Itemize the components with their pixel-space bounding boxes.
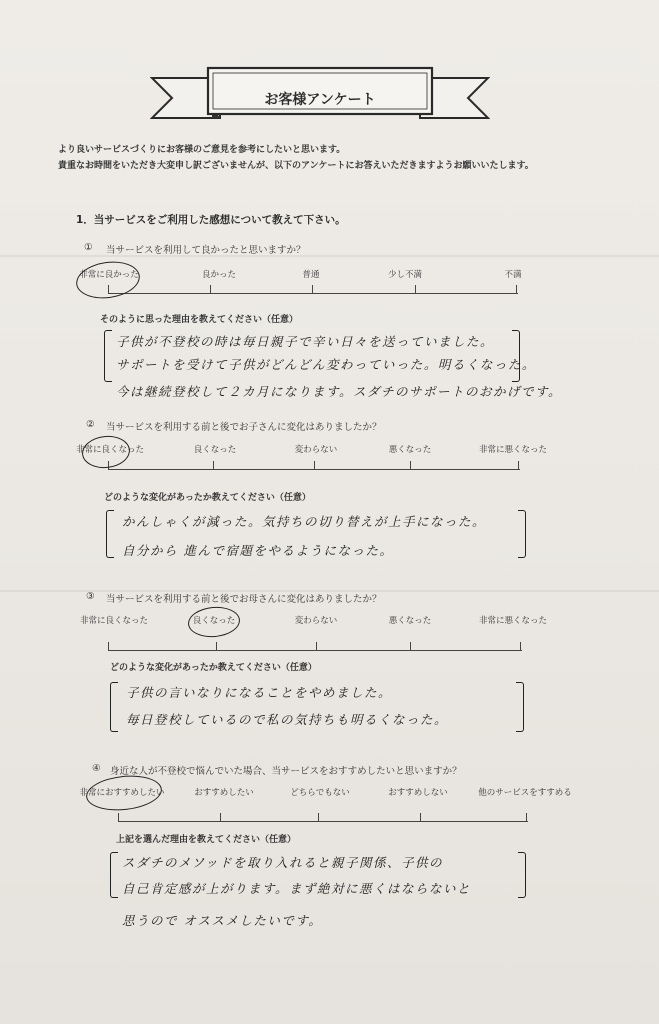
option-label: 良くなった — [193, 445, 237, 455]
bracket-right — [516, 682, 524, 732]
option-label: 他のサービスをすすめる — [478, 788, 572, 798]
option-label: 悪くなった — [388, 445, 432, 455]
handwritten-answer: 毎日登校しているので私の気持ちも明るくなった。 — [126, 712, 449, 727]
bracket-left — [110, 682, 118, 732]
option-label: 良かった — [201, 270, 237, 280]
handwritten-answer: 今は継続登校して２カ月になります。スダチのサポートのおかげです。 — [116, 384, 563, 399]
option-label: 非常におすすめしたい — [79, 788, 165, 798]
option-label: おすすめしない — [388, 788, 448, 798]
bracket-left — [106, 510, 114, 558]
bracket-right — [518, 510, 526, 558]
option-label: 悪くなった — [388, 616, 432, 626]
option-label: 非常に悪くなった — [478, 445, 548, 455]
option-label: 非常に良くなった — [79, 616, 149, 626]
bracket-left — [104, 330, 112, 382]
bracket-right — [518, 852, 526, 898]
question-text: 当サービスを利用して良かったと思いますか？ — [106, 245, 306, 256]
handwritten-answer: 自分から 進んで宿題をやるようになった。 — [122, 543, 394, 558]
question-number: ① — [84, 242, 93, 253]
option-label: どちらでもない — [290, 788, 350, 798]
option-label: 非常に良くなった — [75, 445, 145, 455]
reason-label: どのような変化があったか教えてください（任意） — [104, 493, 311, 503]
handwritten-answer: 子供の言いなりになることをやめました。 — [126, 685, 393, 700]
question-text: 身近な人が不登校で悩んでいた場合、当サービスをおすすめしたいと思いますか？ — [110, 766, 462, 777]
question-number: ② — [86, 419, 95, 430]
question-number: ③ — [86, 591, 95, 602]
intro-line: より良いサービスづくりにお客様のご意見を参考にしたいと思います。 — [58, 145, 346, 155]
handwritten-answer: 自己肯定感が上がります。まず絶対に悪くはならないと — [122, 881, 472, 896]
section-title: 1．当サービスをご利用した感想について教えて下さい。 — [76, 214, 346, 226]
reason-label: どのような変化があったか教えてください（任意） — [110, 663, 317, 673]
option-label: 少し不満 — [387, 270, 423, 280]
rating-scale — [108, 641, 522, 651]
page-title: お客様アンケート — [264, 92, 376, 108]
question-number: ④ — [92, 763, 101, 774]
selected-circle — [187, 605, 241, 639]
selected-circle — [84, 772, 163, 814]
option-label: 不満 — [504, 270, 522, 280]
reason-label: 上記を選んだ理由を教えてください（任意） — [116, 835, 297, 845]
reason-label: そのように思った理由を教えてください（任意） — [100, 315, 299, 325]
rating-scale — [108, 460, 520, 470]
intro-line: 貴重なお時間をいただき大変申し訳ございませんが、以下のアンケートにお答えいただきますようお願いいたします。 — [58, 161, 534, 171]
handwritten-answer: サポートを受けて子供がどんどん変わっていった。明るくなった。 — [116, 357, 536, 372]
rating-scale — [108, 284, 518, 294]
paper-fold — [0, 255, 659, 257]
option-label: 普通 — [302, 270, 320, 280]
selected-circle — [74, 258, 142, 303]
option-label: 非常に悪くなった — [478, 616, 548, 626]
handwritten-answer: 子供が不登校の時は毎日親子で辛い日々を送っていました。 — [116, 334, 495, 349]
handwritten-answer: 思うので オススメしたいです。 — [122, 913, 323, 928]
handwritten-answer: スダチのメソッドを取り入れると親子関係、子供の — [122, 855, 444, 870]
question-text: 当サービスを利用する前と後でお子さんに変化はありましたか？ — [106, 422, 382, 433]
option-label: おすすめしたい — [194, 788, 254, 798]
rating-scale — [118, 812, 528, 822]
option-label: 非常に良かった — [79, 270, 139, 280]
option-label: 良くなった — [192, 616, 236, 626]
option-label: 変わらない — [294, 445, 338, 455]
bracket-left — [110, 852, 118, 898]
option-label: 変わらない — [294, 616, 338, 626]
question-text: 当サービスを利用する前と後でお母さんに変化はありましたか？ — [106, 594, 382, 605]
handwritten-answer: かんしゃくが減った。気持ちの切り替えが上手になった。 — [122, 514, 487, 529]
